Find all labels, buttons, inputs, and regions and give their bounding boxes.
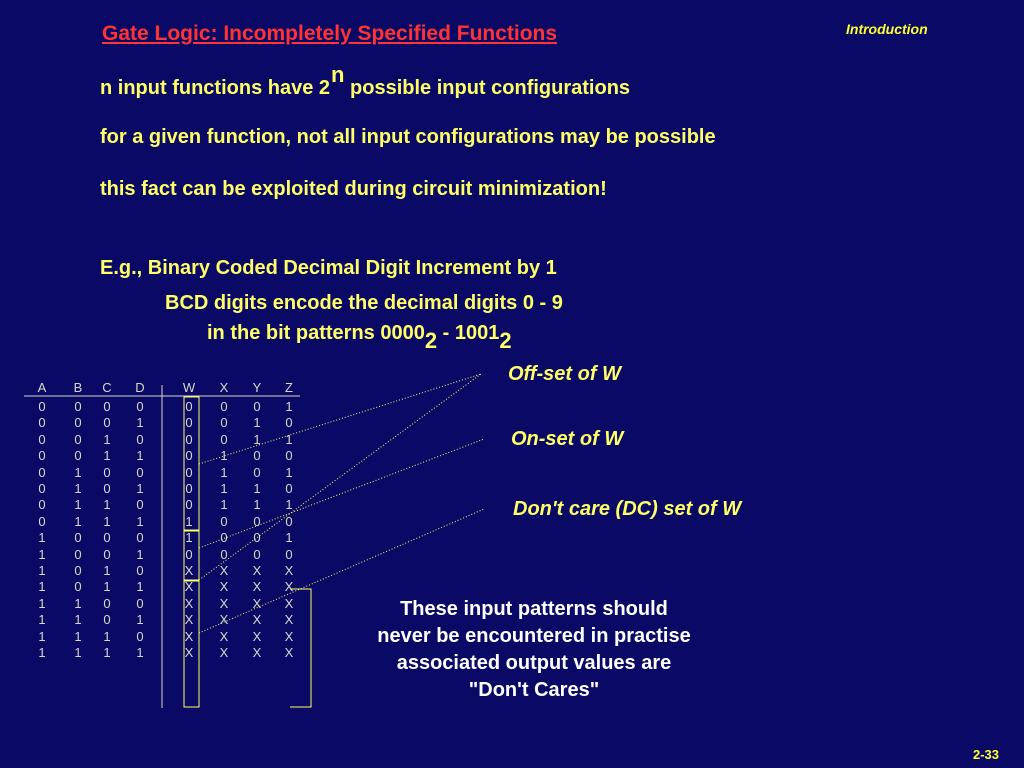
table-cell: 0 — [185, 448, 193, 464]
table-cell: 0 — [74, 431, 82, 447]
table-cell: 0 — [253, 530, 261, 546]
table-cell: 1 — [74, 481, 82, 496]
table-cell: 0 — [253, 513, 261, 529]
table-cell: 0 — [136, 497, 144, 513]
table-cell: X — [219, 628, 229, 644]
table-cell: 1 — [103, 579, 111, 595]
table-cell: X — [219, 595, 229, 611]
table-cell: 0 — [253, 546, 261, 562]
table-cell: 1 — [220, 481, 228, 496]
table-cell: 0 — [220, 530, 228, 546]
table-cell: X — [219, 579, 229, 595]
table-cell: 1 — [285, 399, 293, 414]
table-cell: X — [284, 628, 294, 644]
offset-pointer — [199, 374, 481, 464]
table-cell: 1 — [136, 513, 144, 529]
table-cell: 0 — [185, 481, 193, 496]
table-cell: X — [284, 579, 294, 595]
table-cell: 1 — [74, 497, 82, 513]
page-number: 2-33 — [973, 747, 1000, 762]
table-cell: 0 — [253, 399, 261, 414]
table-cell: X — [219, 612, 229, 628]
table-cell: X — [252, 628, 262, 644]
table-cell: 0 — [136, 464, 144, 480]
table-cell: 1 — [285, 431, 293, 447]
table-cell: 1 — [185, 530, 193, 546]
note-line: never be encountered in practise — [377, 625, 691, 647]
table-cell: 0 — [74, 415, 82, 431]
table-cell: 1 — [74, 628, 82, 644]
line-text: possible input configurations — [350, 77, 631, 99]
table-cell: 1 — [38, 628, 46, 644]
table-cell: 0 — [103, 399, 111, 414]
table-cell: 0 — [74, 579, 82, 595]
table-cell: 1 — [136, 645, 144, 660]
table-cell: X — [284, 645, 294, 660]
table-cell: 1 — [285, 530, 293, 546]
table-cell: X — [184, 628, 194, 644]
table-cell: 1 — [103, 645, 111, 660]
table-cell: X — [184, 595, 194, 611]
table-cell: 1 — [38, 563, 46, 578]
table-cell: 0 — [285, 546, 293, 562]
table-cell: 0 — [285, 448, 293, 464]
table-cell: X — [252, 612, 262, 628]
table-header-y: Y — [252, 380, 262, 395]
table-cell: 0 — [38, 448, 46, 464]
table-cell: 1 — [136, 579, 144, 595]
table-cell: 1 — [285, 497, 293, 513]
table-cell: 1 — [38, 530, 46, 546]
table-cell: 1 — [74, 513, 82, 529]
table-cell: 0 — [185, 464, 193, 480]
table-cell: 1 — [136, 448, 144, 464]
table-cell: 1 — [103, 431, 111, 447]
table-cell: X — [252, 595, 262, 611]
line-text: - 1001 — [437, 322, 500, 344]
table-cell: 0 — [74, 546, 82, 562]
table-cell: 1 — [285, 464, 293, 480]
note-line: These input patterns should — [400, 598, 668, 620]
text-line-example: E.g., Binary Coded Decimal Digit Increment by 1 — [100, 257, 557, 279]
table-cell: 0 — [136, 595, 144, 611]
table-header-b: B — [73, 380, 83, 395]
table-cell: 0 — [38, 497, 46, 513]
table-cell: 1 — [253, 481, 261, 496]
table-cell: 1 — [253, 497, 261, 513]
table-cell: X — [184, 645, 194, 660]
dont-care-bracket — [290, 589, 311, 707]
table-cell: 1 — [103, 513, 111, 529]
table-header-z: Z — [285, 380, 293, 395]
table-cell: 0 — [136, 628, 144, 644]
table-cell: 1 — [38, 645, 46, 660]
table-cell: 1 — [38, 612, 46, 628]
table-cell: 0 — [220, 546, 228, 562]
table-cell: 1 — [136, 481, 144, 496]
table-cell: 1 — [103, 497, 111, 513]
table-cell: X — [252, 645, 262, 660]
table-cell: 0 — [103, 530, 111, 546]
table-header-c: C — [102, 380, 112, 395]
table-cell: 1 — [38, 595, 46, 611]
table-cell: 1 — [38, 546, 46, 562]
table-cell: 0 — [136, 530, 144, 546]
table-cell: 0 — [136, 399, 144, 414]
table-cell: 0 — [185, 497, 193, 513]
table-cell: X — [184, 612, 194, 628]
table-cell: 1 — [74, 595, 82, 611]
subscript-2: 2 — [424, 328, 438, 353]
table-cell: X — [284, 595, 294, 611]
table-cell: 0 — [136, 563, 144, 578]
table-cell: 1 — [74, 645, 82, 660]
slide-title: Gate Logic: Incompletely Specified Functions — [102, 22, 558, 45]
table-header-w: W — [182, 380, 196, 395]
table-cell: 0 — [185, 399, 193, 414]
offset-label: Off-set of W — [508, 363, 621, 385]
table-cell: 0 — [74, 399, 82, 414]
table-cell: 1 — [136, 415, 144, 431]
table-cell: X — [219, 563, 229, 578]
superscript-n: n — [331, 62, 345, 87]
table-cell: 0 — [220, 431, 228, 447]
note-line: associated output values are — [396, 652, 672, 674]
table-cell: 1 — [220, 448, 228, 464]
table-cell: 0 — [103, 546, 111, 562]
table-cell: 0 — [285, 415, 293, 431]
table-cell: 1 — [74, 464, 82, 480]
onset-label: On-set of W — [511, 428, 624, 450]
table-cell: 0 — [136, 431, 144, 447]
text-line-not-all-possible: for a given function, not all input configurations may be possible — [100, 126, 716, 148]
table-cell: 1 — [103, 628, 111, 644]
table-cell: 0 — [220, 415, 228, 431]
table-cell: 0 — [103, 464, 111, 480]
line-text: n input functions have 2 — [100, 77, 331, 99]
dcset-bracket — [184, 581, 199, 707]
table-cell: 0 — [74, 563, 82, 578]
line-text: in the bit patterns 0000 — [207, 322, 425, 344]
offset-pointer — [199, 374, 481, 580]
table-cell: 0 — [220, 513, 228, 529]
table-cell: 1 — [103, 448, 111, 464]
table-cell: 1 — [103, 563, 111, 578]
subscript-2: 2 — [499, 328, 512, 353]
table-cell: 0 — [285, 481, 293, 496]
table-cell: 0 — [74, 530, 82, 546]
table-header-x: X — [219, 380, 229, 395]
table-header-d: D — [135, 380, 145, 395]
table-cell: X — [284, 612, 294, 628]
section-label: Introduction — [846, 21, 928, 37]
table-cell: 0 — [185, 546, 193, 562]
table-cell: 1 — [220, 497, 228, 513]
table-cell: 0 — [38, 464, 46, 480]
table-cell: 0 — [74, 448, 82, 464]
table-cell: X — [284, 563, 294, 578]
table-cell: 0 — [38, 513, 46, 529]
dcset-pointer — [199, 509, 484, 633]
table-cell: 1 — [185, 513, 193, 529]
table-cell: 0 — [103, 415, 111, 431]
table-cell: 0 — [253, 464, 261, 480]
note-line: "Don't Cares" — [468, 679, 600, 701]
table-cell: X — [252, 563, 262, 578]
table-cell: 0 — [185, 431, 193, 447]
table-cell: X — [252, 579, 262, 595]
table-cell: X — [219, 645, 229, 660]
table-cell: 1 — [253, 431, 261, 447]
table-cell: 0 — [38, 399, 46, 414]
table-cell: 1 — [220, 464, 228, 480]
table-cell: 1 — [253, 415, 261, 431]
table-cell: 0 — [285, 513, 293, 529]
table-cell: 0 — [103, 612, 111, 628]
table-cell: 0 — [38, 431, 46, 447]
table-header-a: A — [37, 380, 47, 395]
table-cell: 1 — [136, 612, 144, 628]
onset-bracket — [184, 531, 199, 580]
table-cell: 1 — [38, 579, 46, 595]
table-cell: 0 — [103, 481, 111, 496]
table-cell: 0 — [185, 415, 193, 431]
table-cell: 0 — [220, 399, 228, 414]
table-cell: X — [184, 563, 194, 578]
table-cell: 0 — [38, 481, 46, 496]
table-cell: 0 — [253, 448, 261, 464]
table-cell: 0 — [38, 415, 46, 431]
table-cell: 1 — [74, 612, 82, 628]
text-line-bcd-digits: BCD digits encode the decimal digits 0 - 9 — [165, 292, 563, 314]
text-line-exploited: this fact can be exploited during circuit minimization! — [100, 178, 607, 200]
table-cell: 1 — [136, 546, 144, 562]
table-cell: X — [184, 579, 194, 595]
table-cell: 0 — [103, 595, 111, 611]
dcset-label: Don't care (DC) set of W — [513, 498, 742, 520]
onset-pointer — [199, 439, 484, 548]
offset-bracket — [184, 397, 199, 530]
